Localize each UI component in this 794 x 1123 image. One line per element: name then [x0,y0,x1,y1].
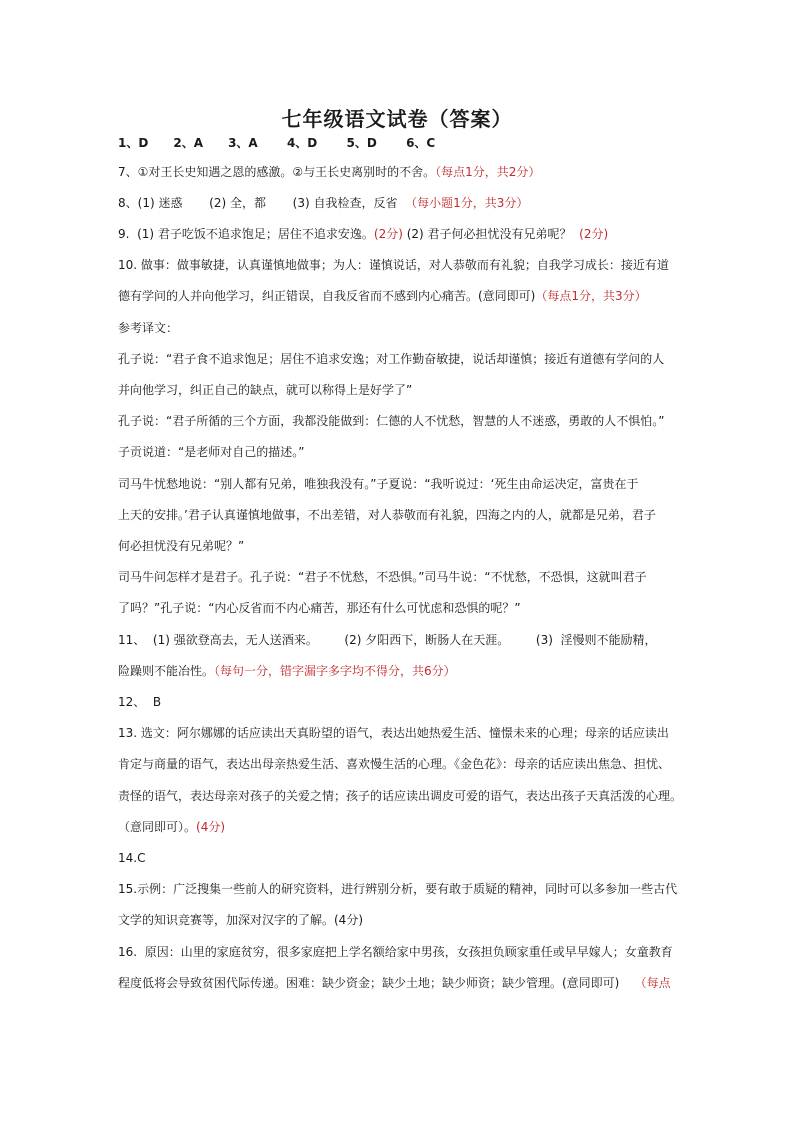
answer-text: 责怪的语气，表达母亲对孩子的关爱之情；孩子的话应读出调皮可爱的语气，表达出孩子天真活泼的心理。 [118,789,683,803]
answer-text: 参考译文： [118,321,179,335]
score-note: （每句一分，错字漏字多字均不得分，共6分） [214,664,456,678]
answer-line [118,912,363,928]
answer-text: 9. (1) 君子吃饭不追求饱足；居住不追求安逸。 [118,227,374,241]
answer-text: 德有学问的人并向他学习，纠正错误，自我反省而不感到内心痛苦。(意同即可) [118,289,536,303]
answer-line [118,507,656,523]
answer-line [118,819,225,835]
answer-line [118,975,671,991]
answer-line [118,288,647,304]
answer-line [118,600,521,616]
score-note: (2分) [373,227,403,241]
answer-line [118,850,145,866]
answer-line [118,694,161,710]
answer-text: 13. 选文：阿尔娜娜的话应读出天真盼望的语气，表达出她热爱生活、憧憬未来的心理；母亲的话应读出 [118,726,669,740]
score-note: （每点1分，共2分） [435,165,541,179]
answer-line [118,725,669,741]
answer-text: 上天的安排。’君子认真谨慎地做事，不出差错，对人恭敬而有礼貌，四海之内的人，就都是兄弟，君子 [118,508,656,522]
score-note: （每点1分，共3分） [535,289,647,303]
answer-text: 16. 原因：山里的家庭贫穷，很多家庭把上学名额给家中男孩，女孩担负顾家重任或早早嫁人；女童教育 [118,945,673,959]
answer-line [118,476,638,492]
answer-text: 孔子说：“君子所循的三个方面，我都没能做到：仁德的人不忧愁，智慧的人不迷惑，勇敢的人不惧怕。” [118,414,665,428]
answer-line [118,413,664,429]
answer-line [118,195,528,211]
answer-line [118,944,673,960]
answer-line [118,257,669,273]
answer-text: 12、 B [118,695,162,709]
page-title: 七年级语文试卷（答案） [281,107,513,131]
answer-text: 何必担忧没有兄弟呢？” [118,539,245,553]
answer-text: 15.示例：广泛搜集一些前人的研究资料，进行辨别分析，要有敢于质疑的精神，同时可以多参加一些古代 [118,882,678,896]
answer-line [118,351,664,367]
answer-text: 并向他学习，纠正自己的缺点，就可以称得上是好学了” [118,383,413,397]
answer-line [118,663,456,679]
score-note: (4分) [196,820,226,834]
answer-text: 程度低将会导致贫困代际传递。困难：缺少资金；缺少土地；缺少师资；缺少管理。(意同即可) [118,976,635,990]
answer-text: 11、 (1) 强欲登高去，无人送酒来。 (2) 夕阳西下，断肠人在天涯。 (3) 淫慢则不能励精， [118,633,657,647]
answer-line [118,320,178,336]
answer-line [118,135,435,151]
score-note: (2分) [579,227,609,241]
answer-text: 1、D 2、A 3、A 4、D 5、D 6、C [118,136,436,150]
answer-text: 文学的知识竞赛等，加深对汉字的了解。(4分) [118,913,363,927]
answer-text: 10. 做事：做事敏捷，认真谨慎地做事；为人：谨慎说话，对人恭敬而有礼貌；自我学习成长：接近有道 [118,258,669,272]
answer-text: 险躁则不能冶性。 [118,664,215,678]
answer-line [118,788,682,804]
answer-line [118,164,540,180]
answer-text: 14.C [118,851,146,865]
answer-text: 7、①对王长史知遇之恩的感激。②与王长史离别时的不舍。 [118,165,436,179]
answer-line [118,538,244,554]
answer-text: 肯定与商量的语气，表达出母亲热爱生活、喜欢慢生活的心理。《金色花》：母亲的话应读出焦急、担忧、 [118,757,671,771]
answer-line [118,226,608,242]
answer-line [118,569,647,585]
answer-line [118,382,412,398]
answer-line [118,444,304,460]
answer-text: 孔子说：“君子食不追求饱足；居住不追求安逸；对工作勤奋敏捷，说话却谨慎；接近有道德有学问的人 [118,352,665,366]
score-note: （每点 [634,976,671,990]
answer-text: （意同即可）。 [118,820,197,834]
answer-text: (2) 君子何必担忧没有兄弟呢？ [402,227,580,241]
answer-text: 司马牛忧愁地说：“别人都有兄弟，唯独我没有。”子夏说：“我听说过：‘死生由命运决定，富贵在于 [118,477,639,491]
score-note: （每小题1分，共3分） [405,196,529,210]
answer-line [118,632,657,648]
answer-text: 了吗？”孔子说：“内心反省而不内心痛苦，那还有什么可忧虑和恐惧的呢？” [118,601,521,615]
answer-text: 司马牛问怎样才是君子。孔子说：“君子不忧愁，不恐惧。”司马牛说：“不忧愁，不恐惧，这就叫君子 [118,570,647,584]
answer-line [118,881,677,897]
answer-text: 8、(1) 迷惑 (2) 全，都 (3) 自我检查，反省 [118,196,406,210]
answer-text: 子贡说道：“是老师对自己的描述。” [118,445,305,459]
answer-line [118,756,670,772]
